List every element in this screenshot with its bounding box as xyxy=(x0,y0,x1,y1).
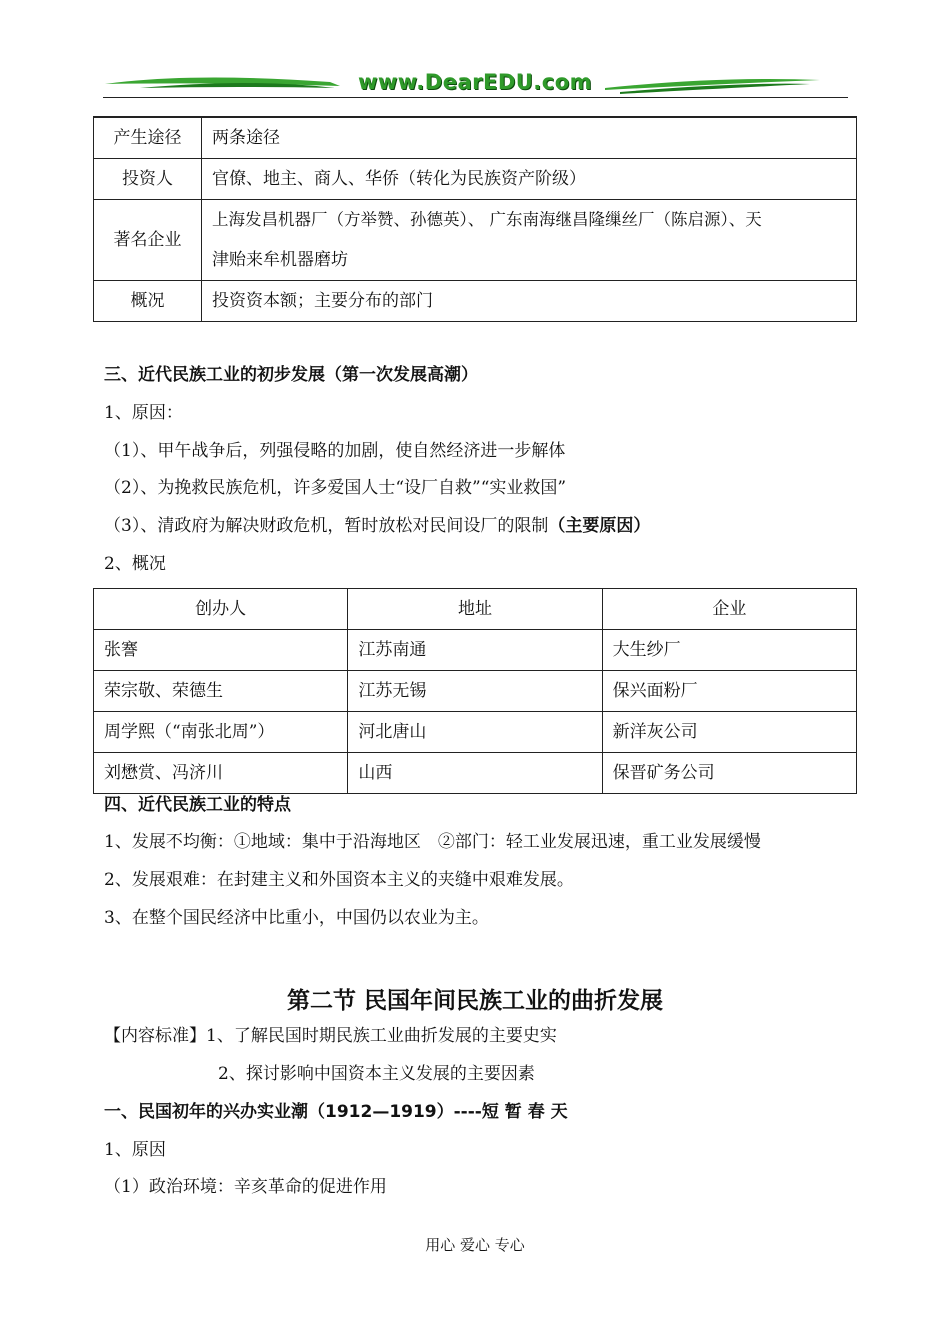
table-cell: 江苏南通 xyxy=(348,630,602,671)
cell-line: 上海发昌机器厂（方举赞、孙德英）、 广东南海继昌隆缫丝厂（陈启源）、天 xyxy=(212,210,762,229)
table-cell: 著名企业 xyxy=(94,200,202,281)
table-row xyxy=(94,159,857,200)
table-cell: 荣宗敬、荣德生 xyxy=(94,671,348,712)
table-row xyxy=(94,753,857,794)
table-row xyxy=(94,712,857,753)
table-cell: 刘懋赏、冯济川 xyxy=(94,753,348,794)
table-row xyxy=(94,281,857,322)
paragraph xyxy=(104,514,650,538)
table-row xyxy=(94,200,857,281)
cell-line: 津贻来牟机器磨坊 xyxy=(212,250,348,270)
paragraph: （1）政治环境：辛亥革命的促进作用 xyxy=(104,1177,387,1197)
paragraph: （2）、为挽救民族危机，许多爱国人士“设厂自救”“实业救国” xyxy=(104,478,567,498)
table-row xyxy=(94,630,857,671)
enterprise-info-table xyxy=(93,116,857,322)
table-cell: 江苏无锡 xyxy=(348,671,602,712)
paragraph xyxy=(104,1024,557,1048)
table-cell: 周学熙（“南张北周”） xyxy=(94,712,348,753)
standard-item: 1、了解民国时期民族工业曲折发展的主要史实 xyxy=(206,1026,557,1046)
table-cell: 两条途径 xyxy=(202,118,857,159)
table-cell: 保晋矿务公司 xyxy=(602,753,856,794)
table-cell: 保兴面粉厂 xyxy=(602,671,856,712)
section-heading: 一、民国初年的兴办实业潮（1912—1919）----短 暂 春 天 xyxy=(104,1102,568,1122)
site-logo xyxy=(100,68,850,104)
section-heading: 三、近代民族工业的初步发展（第一次发展高潮） xyxy=(104,365,478,385)
header-divider xyxy=(103,97,848,98)
table-cell: 产生途径 xyxy=(94,118,202,159)
table-cell: 投资资本额；主要分布的部门 xyxy=(202,281,857,322)
emphasis-text: （主要原因） xyxy=(548,516,651,536)
table-cell: 山西 xyxy=(348,753,602,794)
chapter-title: 第二节 民国年间民族工业的曲折发展 xyxy=(286,988,663,1014)
table-cell: 投资人 xyxy=(94,159,202,200)
table-cell: 概况 xyxy=(94,281,202,322)
column-header: 创办人 xyxy=(94,589,348,630)
table-cell: 官僚、地主、商人、华侨（转化为民族资产阶级） xyxy=(202,159,857,200)
table-cell: 新洋灰公司 xyxy=(602,712,856,753)
paragraph: 1、原因： xyxy=(104,403,183,423)
table-cell xyxy=(202,200,857,281)
reason-text: （3）、清政府为解决财政危机，暂时放松对民间设厂的限制 xyxy=(104,516,549,536)
paragraph: 2、概况 xyxy=(104,554,166,574)
logo-text: www.DearEDU.com xyxy=(357,70,593,94)
paragraph: 2、探讨影响中国资本主义发展的主要因素 xyxy=(218,1064,535,1084)
table-row xyxy=(94,118,857,159)
section-heading: 四、近代民族工业的特点 xyxy=(104,795,291,815)
column-header: 地址 xyxy=(348,589,602,630)
paragraph: 2、发展艰难：在封建主义和外国资本主义的夹缝中艰难发展。 xyxy=(104,870,574,890)
paragraph: 1、原因 xyxy=(104,1140,166,1160)
table-row xyxy=(94,671,857,712)
table-cell: 张謇 xyxy=(94,630,348,671)
standard-label: 【内容标准】 xyxy=(104,1026,206,1046)
table-cell: 河北唐山 xyxy=(348,712,602,753)
column-header: 企业 xyxy=(602,589,856,630)
paragraph: 3、在整个国民经济中比重小，中国仍以农业为主。 xyxy=(104,908,489,928)
table-cell: 大生纱厂 xyxy=(602,630,856,671)
paragraph: （1）、甲午战争后，列强侵略的加剧，使自然经济进一步解体 xyxy=(104,441,566,461)
founders-table xyxy=(93,588,857,794)
page-footer: 用心 爱心 专心 xyxy=(425,1236,525,1254)
paragraph: 1、发展不均衡：①地域：集中于沿海地区 ②部门：轻工业发展迅速，重工业发展缓慢 xyxy=(104,832,761,852)
table-header-row xyxy=(94,589,857,630)
